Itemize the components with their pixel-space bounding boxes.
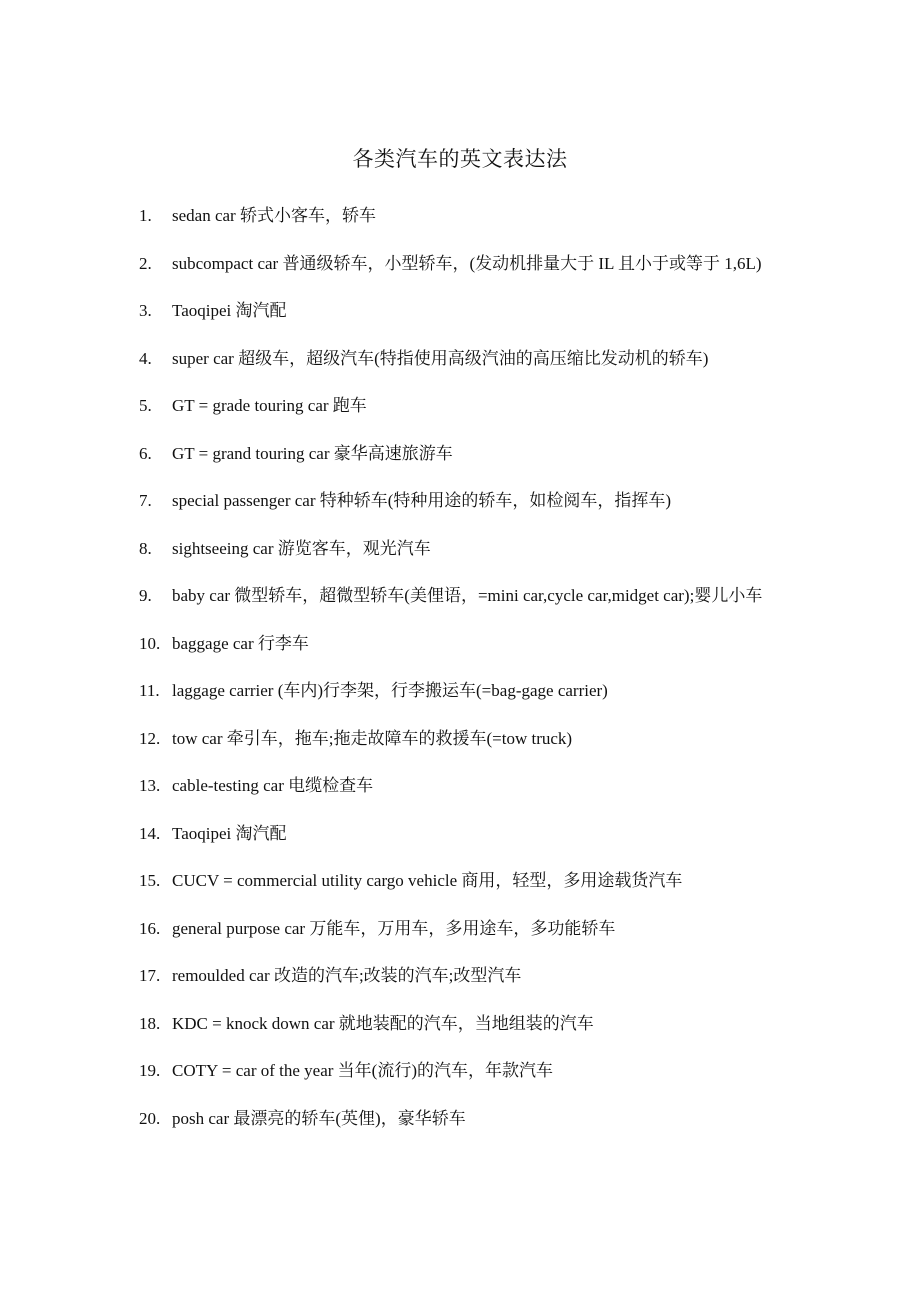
- item-number: 8.: [139, 538, 152, 558]
- item-text: special passenger car 特种轿车(特种用途的轿车，如检阅车，指挥车): [172, 491, 672, 510]
- item-text: COTY = car of the year 当年(流行)的汽车，年款汽车: [172, 1061, 553, 1080]
- list-item: [139, 869, 789, 893]
- list-item: [139, 774, 789, 798]
- item-text: baggage car 行李车: [172, 633, 309, 653]
- item-number: 9.: [139, 586, 152, 605]
- list-item: [139, 347, 789, 371]
- list-item: [139, 204, 789, 228]
- item-number: 4.: [139, 348, 152, 368]
- item-text: subcompact car 普通级轿车，小型轿车，(发动机排量大于 IL 且小于或等于 1,6L): [172, 253, 762, 273]
- item-text: GT = grand touring car 豪华高速旅游车: [172, 443, 453, 463]
- item-text: GT = grade touring car 跑车: [172, 396, 367, 415]
- item-text: remoulded car 改造的汽车;改装的汽车;改型汽车: [172, 966, 522, 985]
- item-number: 16.: [139, 918, 161, 938]
- item-text: posh car 最漂亮的轿车(英俚)，豪华轿车: [172, 1108, 466, 1128]
- list-item: [139, 252, 789, 276]
- list-item: [139, 394, 789, 418]
- list-item: [139, 1059, 789, 1083]
- item-text: CUCV = commercial utility cargo vehicle 商用，轻型，多用途载货汽车: [172, 871, 683, 890]
- item-text: super car 超级车，超级汽车(特指使用高级汽油的高压缩比发动机的轿车): [172, 348, 709, 368]
- item-number: 15.: [139, 871, 161, 890]
- item-text: sedan car 轿式小客车，轿车: [172, 206, 376, 225]
- item-text: laggage carrier (车内)行李架，行李搬运车(=bag-gage carrier): [172, 681, 608, 700]
- item-text: Taoqipei 淘汽配: [172, 823, 287, 843]
- item-number: 18.: [139, 1013, 161, 1033]
- item-text: sightseeing car 游览客车，观光汽车: [172, 538, 431, 558]
- item-text: KDC = knock down car 就地装配的汽车，当地组装的汽车: [172, 1013, 594, 1033]
- item-number: 5.: [139, 396, 152, 415]
- list-item: [139, 442, 789, 466]
- document-title: 各类汽车的英文表达法: [352, 147, 568, 171]
- item-number: 20.: [139, 1108, 161, 1128]
- item-text: baby car 微型轿车，超微型轿车(美俚语，=mini car,cycle car,midget car);婴儿小车: [172, 586, 763, 605]
- item-number: 1.: [139, 206, 152, 225]
- list-item: [139, 489, 789, 513]
- list-item: [139, 632, 789, 656]
- list-item: [139, 679, 789, 703]
- item-number: 13.: [139, 776, 161, 795]
- item-number: 11.: [139, 681, 160, 700]
- item-number: 3.: [139, 301, 152, 320]
- list-item: [139, 727, 789, 751]
- vocabulary-list: [139, 204, 789, 1154]
- list-item: [139, 537, 789, 561]
- item-number: 6.: [139, 443, 152, 463]
- item-number: 2.: [139, 253, 152, 273]
- item-text: Taoqipei 淘汽配: [172, 301, 287, 320]
- list-item: [139, 299, 789, 323]
- item-number: 19.: [139, 1061, 161, 1080]
- item-number: 12.: [139, 728, 161, 748]
- list-item: [139, 964, 789, 988]
- list-item: [139, 1107, 789, 1131]
- item-number: 14.: [139, 823, 161, 843]
- item-text: general purpose car 万能车，万用车，多用途车，多功能轿车: [172, 918, 616, 938]
- item-text: cable-testing car 电缆检查车: [172, 776, 374, 795]
- list-item: [139, 917, 789, 941]
- item-number: 7.: [139, 491, 152, 510]
- list-item: [139, 584, 789, 608]
- item-text: tow car 牵引车，拖车;拖走故障车的救援车(=tow truck): [172, 728, 573, 748]
- item-number: 17.: [139, 966, 161, 985]
- list-item: [139, 1012, 789, 1036]
- list-item: [139, 822, 789, 846]
- item-number: 10.: [139, 633, 161, 653]
